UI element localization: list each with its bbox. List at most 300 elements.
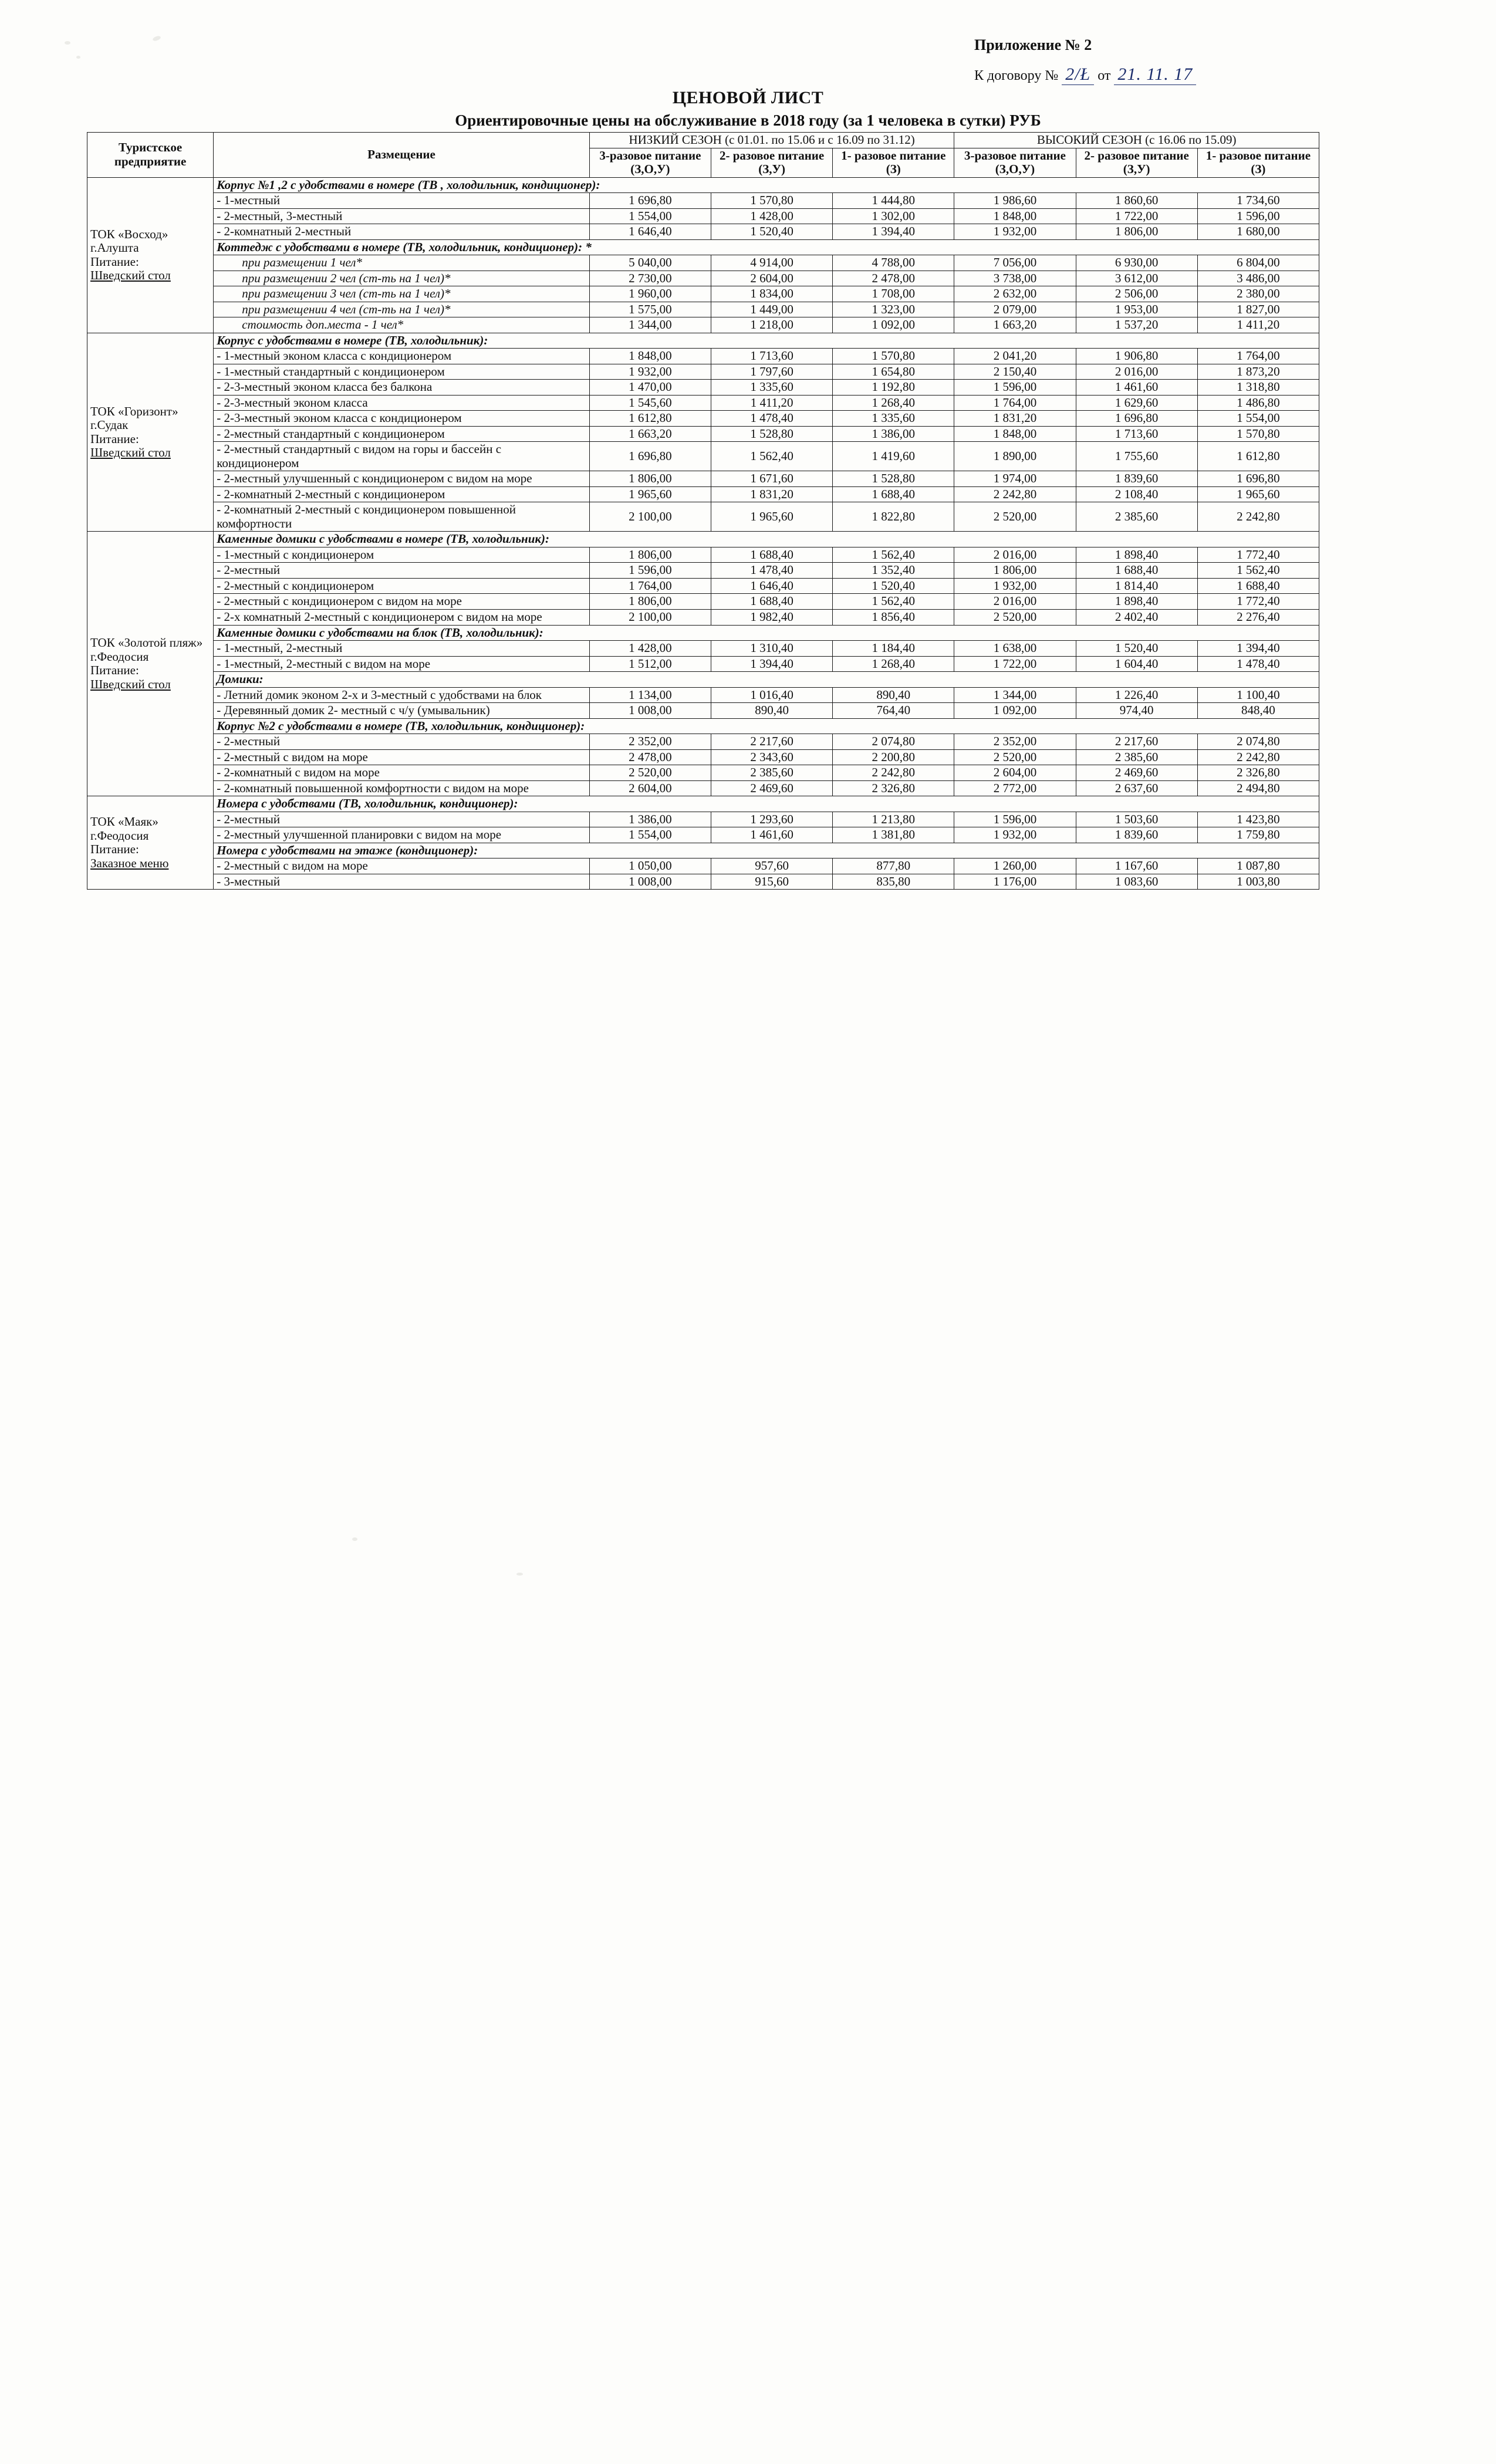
price-cell: 1 335,60 — [833, 411, 954, 427]
price-cell: 1 344,00 — [954, 687, 1076, 703]
price-cell: 1 268,40 — [833, 395, 954, 411]
table-row — [87, 271, 1319, 286]
price-cell: 1 890,00 — [954, 442, 1076, 471]
page-subtitle: Ориентировочные цены на обслуживание в 2018 году (за 1 человека в сутки) РУБ — [455, 111, 1041, 129]
contract-label: К договору № — [974, 68, 1059, 83]
price-cell: 1 839,60 — [1076, 471, 1197, 487]
room-label: - 2-3-местный эконом класса без балкона — [214, 380, 590, 396]
price-cell: 1 428,00 — [711, 208, 833, 224]
price-cell: 1 386,00 — [833, 426, 954, 442]
price-cell: 1 092,00 — [954, 703, 1076, 719]
price-cell: 1 512,00 — [589, 656, 711, 672]
price-cell: 1 663,20 — [589, 426, 711, 442]
table-row — [87, 177, 1319, 193]
table-row — [87, 594, 1319, 610]
room-label: - 2-местный — [214, 734, 590, 750]
price-cell: 1 822,80 — [833, 502, 954, 532]
room-group-header: Каменные домики с удобствами в номере (ТВ, холодильник): — [214, 532, 1319, 547]
price-cell: 1 562,40 — [833, 547, 954, 563]
room-label: - 2-местный улучшенной планировки с видом на море — [214, 827, 590, 843]
price-cell: 1 554,00 — [1197, 411, 1319, 427]
price-cell: 1 537,20 — [1076, 317, 1197, 333]
price-cell: 1 612,80 — [1197, 442, 1319, 471]
table-row — [87, 656, 1319, 672]
price-cell: 1 335,60 — [711, 380, 833, 396]
price-cell: 1 176,00 — [954, 874, 1076, 890]
room-label: - 1-местный стандартный с кондиционером — [214, 364, 590, 380]
table-row — [87, 858, 1319, 874]
price-cell: 1 520,40 — [711, 224, 833, 240]
table-row — [87, 563, 1319, 579]
price-cell: 1 449,00 — [711, 302, 833, 317]
room-label: - Деревянный домик 2- местный с ч/у (умывальник) — [214, 703, 590, 719]
room-label: при размещении 4 чел (ст-ть на 1 чел)* — [214, 302, 590, 317]
room-group-header: Домики: — [214, 672, 1319, 688]
room-label: - 2-местный улучшенный с кондиционером с видом на море — [214, 471, 590, 487]
price-cell: 2 352,00 — [954, 734, 1076, 750]
price-cell: 1 134,00 — [589, 687, 711, 703]
firm-line: ТОК «Восход» — [90, 227, 168, 241]
price-cell: 1 688,40 — [833, 486, 954, 502]
table-row — [87, 364, 1319, 380]
table-row — [87, 442, 1319, 471]
price-cell: 1 596,00 — [1197, 208, 1319, 224]
price-cell: 1 974,00 — [954, 471, 1076, 487]
room-group-header: Коттедж с удобствами в номере (ТВ, холодильник, кондиционер): * — [214, 239, 1319, 255]
price-cell: 1 986,60 — [954, 193, 1076, 209]
price-cell: 1 806,00 — [589, 547, 711, 563]
price-cell: 1 562,40 — [1197, 563, 1319, 579]
price-cell: 1 932,00 — [954, 827, 1076, 843]
table-row — [87, 749, 1319, 765]
price-cell: 2 385,60 — [711, 765, 833, 781]
price-cell: 1 688,40 — [711, 547, 833, 563]
table-row — [87, 609, 1319, 625]
col-header-low-2meals: 2- разовое питание (З,У) — [711, 148, 833, 177]
price-cell: 1 083,60 — [1076, 874, 1197, 890]
price-cell: 2 276,40 — [1197, 609, 1319, 625]
table-row — [87, 193, 1319, 209]
firm-line: г.Феодосия — [90, 828, 149, 843]
room-group-header: Каменные домики с удобствами на блок (ТВ, холодильник): — [214, 625, 1319, 641]
price-cell: 2 520,00 — [954, 749, 1076, 765]
price-cell: 2 385,60 — [1076, 502, 1197, 532]
price-cell: 6 804,00 — [1197, 255, 1319, 271]
col-header-high-3meals: 3-разовое питание (З,О,У) — [954, 148, 1076, 177]
price-cell: 1 100,40 — [1197, 687, 1319, 703]
room-label: - 2-местный с видом на море — [214, 858, 590, 874]
price-cell: 4 914,00 — [711, 255, 833, 271]
price-cell: 2 520,00 — [589, 765, 711, 781]
room-label: - Летний домик эконом 2-х и 3-местный с удобствами на блок — [214, 687, 590, 703]
table-row — [87, 239, 1319, 255]
price-cell: 2 478,00 — [833, 271, 954, 286]
room-label: - 2-местный — [214, 812, 590, 827]
price-cell: 6 930,00 — [1076, 255, 1197, 271]
price-cell: 2 604,00 — [954, 765, 1076, 781]
firm-cell — [87, 333, 214, 532]
room-group-header: Номера с удобствами (ТВ, холодильник, кондиционер): — [214, 796, 1319, 812]
price-cell: 1 654,80 — [833, 364, 954, 380]
table-row — [87, 625, 1319, 641]
price-cell: 1 386,00 — [589, 812, 711, 827]
price-cell: 5 040,00 — [589, 255, 711, 271]
price-cell: 1 856,40 — [833, 609, 954, 625]
price-cell: 1 419,60 — [833, 442, 954, 471]
price-cell: 2 217,60 — [711, 734, 833, 750]
price-cell: 2 242,80 — [1197, 749, 1319, 765]
price-cell: 1 898,40 — [1076, 594, 1197, 610]
price-cell: 2 385,60 — [1076, 749, 1197, 765]
price-cell: 1 960,00 — [589, 286, 711, 302]
firm-line: Шведский стол — [90, 268, 171, 283]
price-cell: 2 326,80 — [1197, 765, 1319, 781]
table-row — [87, 208, 1319, 224]
price-cell: 1 478,40 — [711, 563, 833, 579]
table-row — [87, 411, 1319, 427]
price-cell: 1 755,60 — [1076, 442, 1197, 471]
col-header-low-3meals: 3-разовое питание (З,О,У) — [589, 148, 711, 177]
firm-line: Шведский стол — [90, 445, 171, 460]
price-cell: 1 722,00 — [954, 656, 1076, 672]
price-cell: 2 380,00 — [1197, 286, 1319, 302]
price-cell: 1 806,00 — [589, 471, 711, 487]
room-label: - 2-местный, 3-местный — [214, 208, 590, 224]
price-cell: 2 242,80 — [833, 765, 954, 781]
price-cell: 1 734,60 — [1197, 193, 1319, 209]
price-cell: 1 696,80 — [589, 193, 711, 209]
price-cell: 1 310,40 — [711, 641, 833, 657]
room-label: - 2-комнатный с видом на море — [214, 765, 590, 781]
appendix-label: Приложение № 2 — [974, 36, 1092, 53]
room-label: - 1-местный, 2-местный с видом на море — [214, 656, 590, 672]
price-cell: 2 200,80 — [833, 749, 954, 765]
firm-line: Питание: — [90, 254, 139, 269]
price-cell: 1 596,00 — [589, 563, 711, 579]
price-cell: 1 688,40 — [1197, 578, 1319, 594]
table-row — [87, 874, 1319, 890]
table-row — [87, 780, 1319, 796]
room-label: - 2-местный с кондиционером — [214, 578, 590, 594]
table-row — [87, 843, 1319, 858]
firm-line: Заказное меню — [90, 856, 169, 870]
table-row — [87, 578, 1319, 594]
room-label: - 1-местный — [214, 193, 590, 209]
price-cell: 1 688,40 — [711, 594, 833, 610]
room-label: - 2-3-местный эконом класса — [214, 395, 590, 411]
table-row — [87, 426, 1319, 442]
price-cell: 1 554,00 — [589, 827, 711, 843]
room-label: - 2-3-местный эконом класса с кондиционером — [214, 411, 590, 427]
price-cell: 1 444,80 — [833, 193, 954, 209]
price-cell: 890,40 — [833, 687, 954, 703]
price-cell: 1 873,20 — [1197, 364, 1319, 380]
price-cell: 2 326,80 — [833, 780, 954, 796]
price-cell: 1 806,00 — [954, 563, 1076, 579]
table-row — [87, 502, 1319, 532]
price-cell: 2 041,20 — [954, 349, 1076, 364]
price-cell: 3 612,00 — [1076, 271, 1197, 286]
price-cell: 1 839,60 — [1076, 827, 1197, 843]
price-cell: 1 596,00 — [954, 380, 1076, 396]
table-row — [87, 687, 1319, 703]
room-label: - 2-местный стандартный с кондиционером — [214, 426, 590, 442]
col-header-low-1meal: 1- разовое питание (З) — [833, 148, 954, 177]
firm-line: ТОК «Горизонт» — [90, 404, 178, 418]
price-cell: 1 411,20 — [1197, 317, 1319, 333]
firm-line: г.Алушта — [90, 241, 139, 255]
price-cell: 1 965,60 — [1197, 486, 1319, 502]
price-cell: 1 050,00 — [589, 858, 711, 874]
price-cell: 1 520,40 — [833, 578, 954, 594]
price-cell: 1 764,00 — [589, 578, 711, 594]
price-cell: 1 213,80 — [833, 812, 954, 827]
price-cell: 1 596,00 — [954, 812, 1076, 827]
price-cell: 1 722,00 — [1076, 208, 1197, 224]
table-row — [87, 796, 1319, 812]
firm-cell — [87, 177, 214, 333]
firm-line: ТОК «Маяк» — [90, 814, 158, 829]
firm-cell — [87, 532, 214, 796]
price-cell: 2 494,80 — [1197, 780, 1319, 796]
price-cell: 1 982,40 — [711, 609, 833, 625]
room-label: при размещении 3 чел (ст-ть на 1 чел)* — [214, 286, 590, 302]
price-cell: 2 772,00 — [954, 780, 1076, 796]
room-group-header: Корпус №2 с удобствами в номере (ТВ, холодильник, кондиционер): — [214, 718, 1319, 734]
price-cell: 1 646,40 — [711, 578, 833, 594]
page-title: ЦЕНОВОЙ ЛИСТ — [672, 88, 824, 107]
scan-speck — [76, 56, 80, 59]
table-row — [87, 827, 1319, 843]
price-cell: 2 506,00 — [1076, 286, 1197, 302]
price-cell: 3 486,00 — [1197, 271, 1319, 286]
price-cell: 1 428,00 — [589, 641, 711, 657]
price-cell: 1 696,80 — [589, 442, 711, 471]
room-label: при размещении 1 чел* — [214, 255, 590, 271]
price-cell: 2 343,60 — [711, 749, 833, 765]
table-header — [87, 133, 1319, 178]
price-cell: 1 898,40 — [1076, 547, 1197, 563]
price-cell: 2 016,00 — [954, 594, 1076, 610]
scan-speck — [65, 41, 70, 45]
room-label: - 2-местный стандартный с видом на горы и бассейн с кондиционером — [214, 442, 590, 471]
price-cell: 1 092,00 — [833, 317, 954, 333]
price-cell: 1 423,80 — [1197, 812, 1319, 827]
price-cell: 1 218,00 — [711, 317, 833, 333]
firm-line: Питание: — [90, 663, 139, 678]
price-cell: 1 260,00 — [954, 858, 1076, 874]
price-cell: 1 708,00 — [833, 286, 954, 302]
price-cell: 2 402,40 — [1076, 609, 1197, 625]
price-cell: 2 520,00 — [954, 502, 1076, 532]
price-cell: 2 469,60 — [1076, 765, 1197, 781]
price-cell: 1 470,00 — [589, 380, 711, 396]
room-group-header: Номера с удобствами на этаже (кондиционер): — [214, 843, 1319, 858]
price-cell: 1 394,40 — [1197, 641, 1319, 657]
room-label: - 3-местный — [214, 874, 590, 890]
price-cell: 2 637,60 — [1076, 780, 1197, 796]
price-cell: 1 318,80 — [1197, 380, 1319, 396]
table-row — [87, 255, 1319, 271]
table-row — [87, 486, 1319, 502]
col-header-high-season: ВЫСОКИЙ СЕЗОН (с 16.06 по 15.09) — [954, 133, 1319, 148]
price-cell: 1 814,40 — [1076, 578, 1197, 594]
price-cell: 2 074,80 — [1197, 734, 1319, 750]
room-label: - 2-местный с кондиционером с видом на море — [214, 594, 590, 610]
firm-line: Питание: — [90, 431, 139, 446]
price-cell: 2 730,00 — [589, 271, 711, 286]
price-cell: 1 932,00 — [589, 364, 711, 380]
room-label: - 1-местный с кондиционером — [214, 547, 590, 563]
price-cell: 1 461,60 — [1076, 380, 1197, 396]
table-row — [87, 302, 1319, 317]
price-cell: 1 352,40 — [833, 563, 954, 579]
table-row — [87, 317, 1319, 333]
price-cell: 1 713,60 — [711, 349, 833, 364]
price-cell: 1 016,40 — [711, 687, 833, 703]
scan-speck — [516, 1573, 523, 1576]
price-cell: 1 528,80 — [833, 471, 954, 487]
price-cell: 2 242,80 — [1197, 502, 1319, 532]
firm-line: г.Феодосия — [90, 649, 149, 664]
table-row — [87, 672, 1319, 688]
firm-line: Шведский стол — [90, 677, 171, 691]
scan-speck — [152, 35, 161, 42]
price-cell: 2 100,00 — [589, 502, 711, 532]
price-cell: 1 965,60 — [589, 486, 711, 502]
price-table — [87, 132, 1319, 890]
price-cell: 877,80 — [833, 858, 954, 874]
price-cell: 2 150,40 — [954, 364, 1076, 380]
table-row — [87, 641, 1319, 657]
contract-date: 21. 11. 17 — [1114, 65, 1196, 85]
price-cell: 1 848,00 — [954, 426, 1076, 442]
room-label: - 2-комнатный 2-местный с кондиционером — [214, 486, 590, 502]
table-row — [87, 286, 1319, 302]
price-cell: 1 528,80 — [711, 426, 833, 442]
col-header-high-2meals: 2- разовое питание (З,У) — [1076, 148, 1197, 177]
price-cell: 1 381,80 — [833, 827, 954, 843]
price-cell: 3 738,00 — [954, 271, 1076, 286]
table-row — [87, 532, 1319, 547]
price-cell: 974,40 — [1076, 703, 1197, 719]
price-cell: 2 478,00 — [589, 749, 711, 765]
price-cell: 1 570,80 — [711, 193, 833, 209]
price-cell: 1 411,20 — [711, 395, 833, 411]
price-cell: 1 671,60 — [711, 471, 833, 487]
col-header-low-season: НИЗКИЙ СЕЗОН (с 01.01. по 15.06 и с 16.09 по 31.12) — [589, 133, 954, 148]
price-cell: 2 604,00 — [589, 780, 711, 796]
price-cell: 1 612,80 — [589, 411, 711, 427]
table-row — [87, 395, 1319, 411]
price-cell: 1 520,40 — [1076, 641, 1197, 657]
table-row — [87, 333, 1319, 349]
table-row — [87, 471, 1319, 487]
price-cell: 1 562,40 — [711, 442, 833, 471]
col-header-room: Размещение — [214, 133, 590, 178]
price-cell: 1 478,40 — [711, 411, 833, 427]
price-cell: 1 831,20 — [711, 486, 833, 502]
price-cell: 1 394,40 — [711, 656, 833, 672]
price-cell: 2 520,00 — [954, 609, 1076, 625]
table-row — [87, 547, 1319, 563]
price-cell: 1 932,00 — [954, 224, 1076, 240]
price-cell: 915,60 — [711, 874, 833, 890]
price-cell: 2 016,00 — [954, 547, 1076, 563]
price-cell: 1 461,60 — [711, 827, 833, 843]
price-cell: 1 932,00 — [954, 578, 1076, 594]
price-cell: 1 344,00 — [589, 317, 711, 333]
price-cell: 2 217,60 — [1076, 734, 1197, 750]
price-cell: 1 323,00 — [833, 302, 954, 317]
price-cell: 835,80 — [833, 874, 954, 890]
price-cell: 2 352,00 — [589, 734, 711, 750]
price-cell: 957,60 — [711, 858, 833, 874]
table-body — [87, 177, 1319, 890]
table-row — [87, 812, 1319, 827]
price-cell: 1 806,00 — [589, 594, 711, 610]
room-group-header: Корпус с удобствами в номере (ТВ, холодильник): — [214, 333, 1319, 349]
price-cell: 1 965,60 — [711, 502, 833, 532]
price-cell: 2 469,60 — [711, 780, 833, 796]
price-cell: 764,40 — [833, 703, 954, 719]
price-cell: 2 604,00 — [711, 271, 833, 286]
price-cell: 7 056,00 — [954, 255, 1076, 271]
table-row — [87, 224, 1319, 240]
firm-cell — [87, 796, 214, 890]
table-row — [87, 765, 1319, 781]
price-cell: 1 827,00 — [1197, 302, 1319, 317]
price-cell: 890,40 — [711, 703, 833, 719]
room-label: - 2-местный — [214, 563, 590, 579]
price-cell: 1 604,40 — [1076, 656, 1197, 672]
price-cell: 1 834,00 — [711, 286, 833, 302]
room-label: - 2-х комнатный 2-местный с кондиционером с видом на море — [214, 609, 590, 625]
price-cell: 1 087,80 — [1197, 858, 1319, 874]
price-cell: 1 696,80 — [1197, 471, 1319, 487]
room-label: стоимость доп.места - 1 чел* — [214, 317, 590, 333]
price-cell: 1 394,40 — [833, 224, 954, 240]
price-cell: 2 632,00 — [954, 286, 1076, 302]
price-cell: 1 008,00 — [589, 874, 711, 890]
price-cell: 1 192,80 — [833, 380, 954, 396]
price-cell: 1 008,00 — [589, 703, 711, 719]
price-cell: 1 860,60 — [1076, 193, 1197, 209]
table-row — [87, 734, 1319, 750]
price-cell: 1 268,40 — [833, 656, 954, 672]
room-label: - 1-местный эконом класса с кондиционером — [214, 349, 590, 364]
price-cell: 1 688,40 — [1076, 563, 1197, 579]
room-label: - 2-комнатный 2-местный — [214, 224, 590, 240]
price-cell: 2 079,00 — [954, 302, 1076, 317]
price-cell: 1 226,40 — [1076, 687, 1197, 703]
price-cell: 1 638,00 — [954, 641, 1076, 657]
price-cell: 1 545,60 — [589, 395, 711, 411]
price-cell: 1 663,20 — [954, 317, 1076, 333]
room-label: - 2-комнатный 2-местный с кондиционером повышенной комфортности — [214, 502, 590, 532]
price-cell: 1 184,40 — [833, 641, 954, 657]
price-cell: 1 953,00 — [1076, 302, 1197, 317]
price-cell: 1 848,00 — [954, 208, 1076, 224]
price-cell: 1 570,80 — [1197, 426, 1319, 442]
price-cell: 1 831,20 — [954, 411, 1076, 427]
price-cell: 1 503,60 — [1076, 812, 1197, 827]
table-row — [87, 718, 1319, 734]
table-row — [87, 380, 1319, 396]
price-cell: 1 848,00 — [589, 349, 711, 364]
room-group-header: Корпус №1 ,2 с удобствами в номере (ТВ , холодильник, кондиционер): — [214, 177, 1319, 193]
firm-line: Питание: — [90, 842, 139, 857]
